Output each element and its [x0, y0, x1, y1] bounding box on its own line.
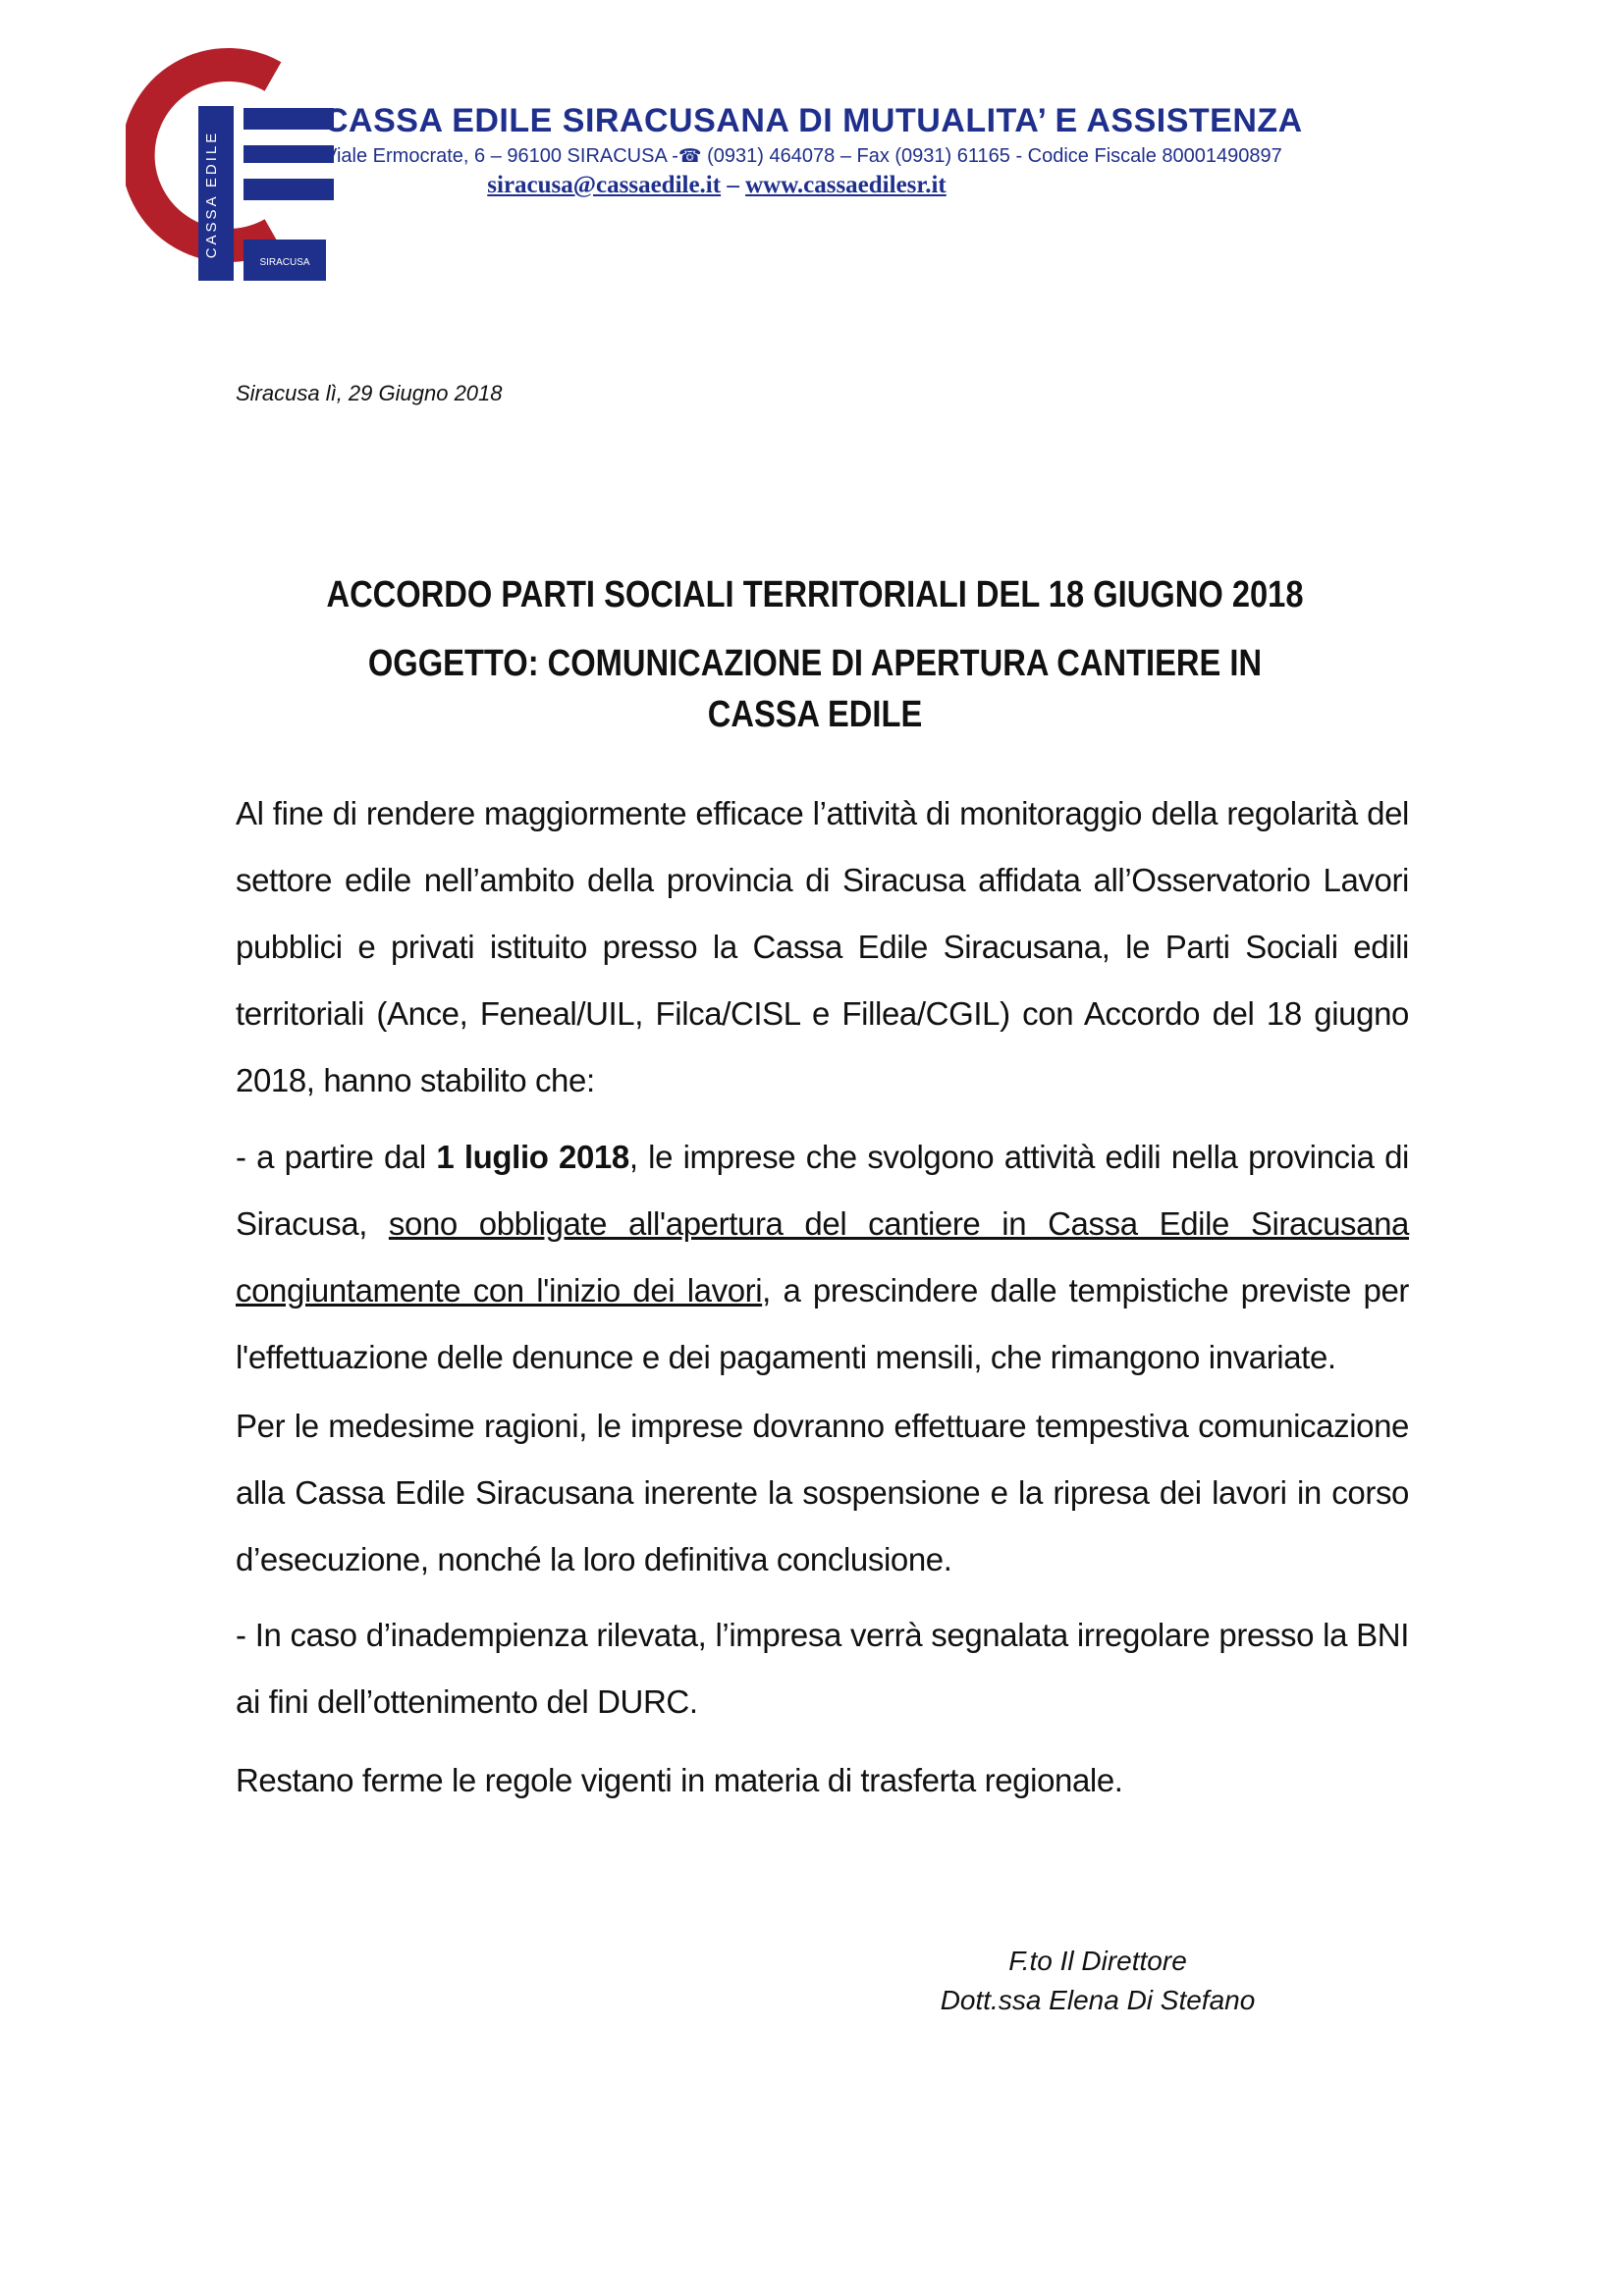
signature-title: F.to Il Direttore	[1008, 1946, 1187, 1976]
paragraph-obligation	[236, 1124, 1409, 1391]
email-link[interactable]: siracusa@cassaedile.it	[487, 172, 722, 198]
document-subject: OGGETTO: COMUNICAZIONE DI APERTURA CANTIERE IN CASSA EDILE	[367, 643, 1263, 735]
address-text: Viale Ermocrate, 6 – 96100 SIRACUSA -	[324, 145, 678, 167]
paragraph-noncompliance: - In caso d’inadempienza rilevata, l’impresa verrà segnalata irregolare presso la BNI ai fini dell’ottenimento del DURC.	[236, 1617, 1409, 1720]
organization-address	[324, 145, 1404, 168]
paragraph-travel-rules: Restano ferme le regole vigenti in materia di trasferta regionale.	[236, 1762, 1123, 1798]
phone-icon: ☎	[677, 146, 702, 167]
cassa-edile-logo	[126, 47, 334, 283]
links-separator: –	[721, 172, 746, 198]
obligation-date: 1 luglio 2018	[436, 1139, 629, 1175]
organization-links	[324, 172, 1110, 199]
logo-city-text: SIRACUSA	[259, 257, 310, 268]
paragraph-suspension: Per le medesime ragioni, le imprese dovranno effettuare tempestiva comunicazione alla Cassa Edile Siracusana inerente la sospensione e la ripresa dei lavori in corso d’esecuzione, nonché la loro definitiva conclusione.	[236, 1408, 1409, 1577]
document-heading: ACCORDO PARTI SOCIALI TERRITORIALI DEL 18 GIUGNO 2018	[326, 574, 1304, 615]
organization-name: CASSA EDILE SIRACUSANA DI MUTUALITA’ E ASSISTENZA	[324, 102, 1303, 139]
obligation-middle: , le imprese che svolgono attività edili nella provincia di Siracusa,	[236, 1139, 1409, 1242]
obligation-prefix: - a partire dal	[236, 1139, 437, 1175]
obligation-underlined: sono obbligate all'apertura del cantiere in Cassa Edile Siracusana congiuntamente con l'inizio dei lavori	[236, 1205, 1409, 1308]
paragraph-intro: Al fine di rendere maggiormente efficace l’attività di monitoraggio della regolarità del settore edile nell’ambito della provincia di Siracusa affidata all’Osservatorio Lavori pubblici e privati istituito presso la Cassa Edile Siracusana, le Parti Sociali edili territoriali (Ance, Feneal/UIL, Filca/CISL e Fillea/CGIL) con Accordo del 18 giugno 2018, hanno stabilito che:	[236, 795, 1409, 1098]
logo-e-bar-top	[244, 108, 334, 130]
obligation-suffix: , a prescindere dalle tempistiche previste per l'effettuazione delle denunce e dei pagamenti mensili, che rimangono invariate.	[236, 1272, 1409, 1375]
contact-text: (0931) 464078 – Fax (0931) 61165 - Codice Fiscale 80001490897	[701, 145, 1282, 167]
signature-name: Dott.ssa Elena Di Stefano	[940, 1985, 1256, 2015]
document-date: Siracusa lì, 29 Giugno 2018	[236, 381, 503, 405]
logo-e-bar-middle	[244, 145, 334, 163]
logo-e-bar-bottom	[244, 179, 334, 200]
logo-vertical-text: CASSA EDILE	[203, 130, 220, 259]
website-link[interactable]: www.cassaedilesr.it	[745, 172, 947, 198]
